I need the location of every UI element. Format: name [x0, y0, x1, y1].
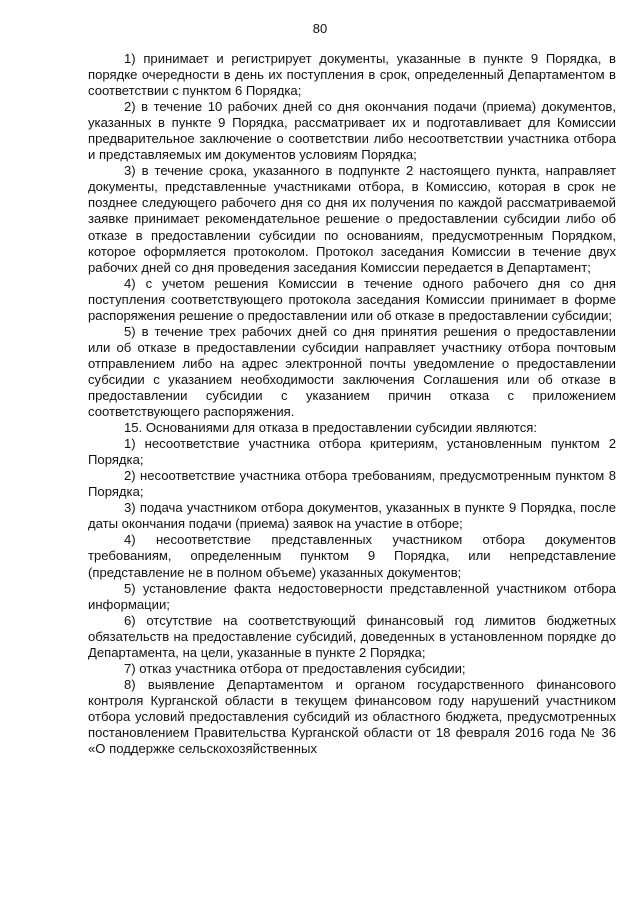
paragraph-14-1: 1) принимает и регистрирует документы, указанные в пункте 9 Порядка, в порядке очередности в день их поступления в срок, определенный Департаментом в соответствии с пунктом 6 Порядка;: [88, 51, 616, 99]
paragraph-14-5: 5) в течение трех рабочих дней со дня принятия решения о предоставлении или об отказе в предоставлении субсидии направляет участнику отбора почтовым отправлением либо на адрес электронной почты уведомление о предоставлении субсидии с указанием необходимости заключения Соглашения или об отказе в предоставлении субсидии с указанием причин отказа с приложением соответствующего распоряжения.: [88, 323, 616, 420]
paragraph-15-7: 7) отказ участника отбора от предоставления субсидии;: [124, 660, 466, 676]
paragraph-14-4: 4) с учетом решения Комиссии в течение одного рабочего дня со дня поступления соответствующего протокола заседания Комиссии принимает в форме распоряжения решение о предоставлении или об отказе в предоставлении субсидии;: [88, 275, 616, 323]
paragraph-15-3: 3) подача участником отбора документов, указанных в пункте 9 Порядка, после даты окончания подачи (приема) заявок на участие в отборе;: [88, 500, 616, 532]
paragraph-15-1: 1) несоответствие участника отбора критериям, установленным пунктом 2 Порядка;: [88, 436, 616, 468]
page-number: 80: [312, 21, 328, 36]
paragraph-15-6: 6) отсутствие на соответствующий финансовый год лимитов бюджетных обязательств на предоставление субсидий, доведенных в установленном порядке до Департамента, на цели, указанные в пункте 2 Порядка;: [88, 612, 616, 660]
document-body: [88, 51, 616, 757]
paragraph-15-2: 2) несоответствие участника отбора требованиям, предусмотренным пунктом 8 Порядка;: [88, 468, 616, 500]
paragraph-15-heading: 15. Основаниями для отказа в предоставлении субсидии являются:: [124, 420, 537, 436]
paragraph-14-2: 2) в течение 10 рабочих дней со дня окончания подачи (приема) документов, указанных в пункте 9 Порядка, рассматривает их и подготавливает для Комиссии предварительное заключение о соответствии либо несоответствии участника отбора и представляемых им документов условиям Порядка;: [88, 99, 616, 163]
paragraph-14-3: 3) в течение срока, указанного в подпункте 2 настоящего пункта, направляет документы, представленные участниками отбора, в Комиссию, которая в срок не позднее следующего рабочего дня со дня их получения по каждой рассматриваемой заявке принимает рекомендательное решение о предоставлении субсидии либо об отказе в предоставлении субсидии по основаниям, предусмотренным Порядком, которое оформляется протоколом. Протокол заседания Комиссии в течение двух рабочих дней со дня проведения заседания Комиссии передается в Департамент;: [88, 163, 616, 275]
paragraph-15-4: 4) несоответствие представленных участником отбора документов требованиям, определенным пунктом 9 Порядка, или непредставление (представление не в полном объеме) указанных документов;: [88, 532, 616, 580]
paragraph-15-8: 8) выявление Департаментом и органом государственного финансового контроля Курганской области в текущем финансовом году нарушений участником отбора условий предоставления субсидий из областного бюджета, предусмотренных постановлением Правительства Курганской области от 18 февраля 2016 года № 36 «О поддержке сельскохозяйственных: [88, 676, 616, 757]
paragraph-15-5: 5) установление факта недостоверности представленной участником отбора информации;: [88, 580, 616, 612]
